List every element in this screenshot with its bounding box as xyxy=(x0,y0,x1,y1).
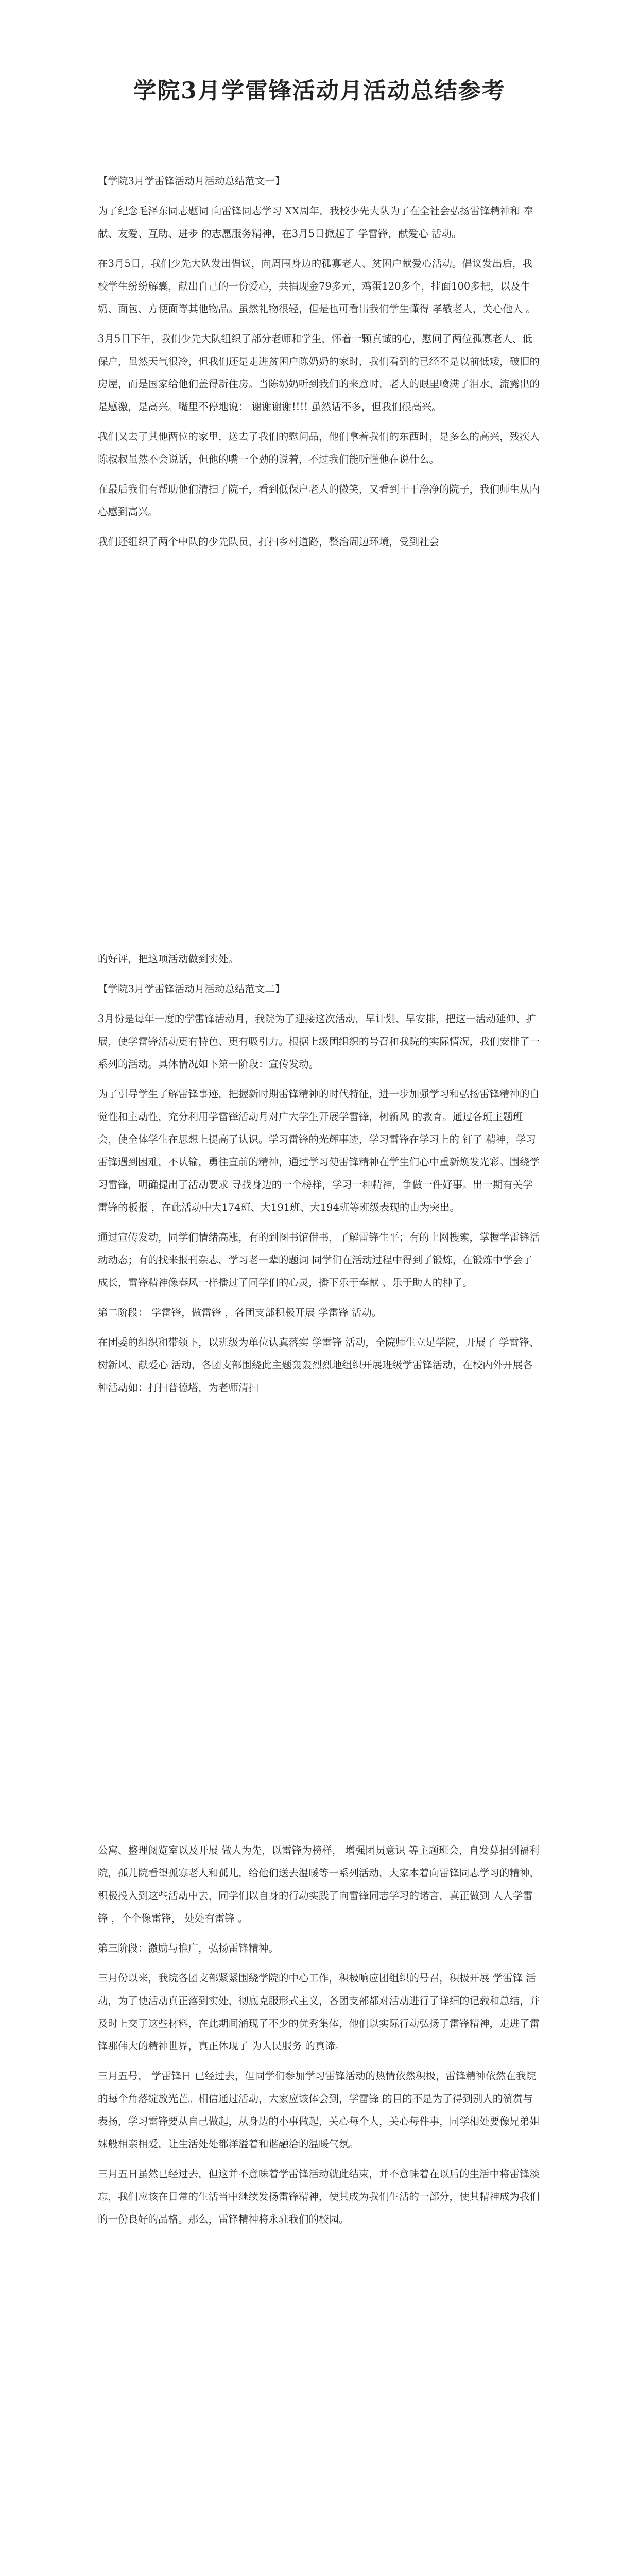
section-part3 xyxy=(98,1839,541,2238)
paragraph: 为了纪念毛泽东同志题词 向雷锋同志学习 XX周年，我校少先大队为了在全社会弘扬雷锋精神和 奉献、友爱、互助、进步 的志愿服务精神，在3月5日掀起了 学雷锋，献爱心 活动。 xyxy=(98,205,533,240)
paragraph: 我们又去了其他两位的家里，送去了我们的慰问品，他们拿着我们的东西时，是多么的高兴，残疾人陈叔叔虽然不会说话，但他的嘴一个劲的说着，不过我们能听懂他在说什么。 xyxy=(98,431,540,465)
section-part2 xyxy=(98,948,541,1406)
paragraph: 3月5日下午，我们少先大队组织了部分老师和学生，怀着一颗真诚的心，慰问了两位孤寡老人、低保户，虽然天气很冷，但我们还是走进贫困户陈奶奶的家时，我们看到的已经不是以前低矮，破旧的房屋，而是国家给他们盖得新住房。当陈奶奶听到我们的来意时，老人的眼里噙满了泪水，流露出的是感激，是高兴。嘴里不停地说： 谢谢谢谢!!!! 虽然话不多，但我们很高兴。 xyxy=(98,333,540,413)
paragraph: 三月份以来，我院各团支部紧紧围绕学院的中心工作，积极响应团组织的号召，积极开展 学雷锋 活动，为了使活动真正落到实处，彻底克服形式主义，各团支部都对活动进行了详细的记载和总结，并及时上交了这些材料，在此期间涌现了不少的优秀集体，他们以实际行动弘扬了雷锋精神，走进了雷锋那伟大的精神世界，真正体现了 为人民服务 的真谛。 xyxy=(98,1972,540,2052)
paragraph: 第三阶段：激励与推广，弘扬雷锋精神。 xyxy=(98,1942,279,1954)
paragraph: 的好评，把这项活动做到实处。 xyxy=(98,953,239,965)
paragraph: 在团委的组织和带领下，以班级为单位认真落实 学雷锋 活动，全院师生立足学院，开展了 学雷锋、树新风、献爱心 活动，各团支部围绕此主题轰轰烈烈地组织开展班级学雷锋活动，在校内外开展各种活动如：打扫普德塔，为老师清扫 xyxy=(98,1336,540,1394)
paragraph: 三月五号， 学雷锋日 已经过去，但同学们参加学习雷锋活动的热情依然积极，雷锋精神依然在我院的每个角落绽放光芒。相信通过活动，大家应该体会到，学雷锋 的目的不是为了得到别人的赞赏与表扬，学习雷锋要从自己做起，从身边的小事做起，关心每个人，关心每件事，同学相处要像兄弟姐妹般相亲相爱，让生活处处都洋溢着和谐融洽的温暖气氛。 xyxy=(98,2070,540,2150)
paragraph: 通过宣传发动，同学们情绪高涨，有的到图书馆借书，了解雷锋生平；有的上网搜索，掌握学雷锋活动动态；有的找来报刊杂志，学习老一辈的题词 同学们在活动过程中得到了锻炼，在锻炼中学会了成长，雷锋精神像春风一样播过了同学们的心灵，播下乐于奉献 、乐于助人的种子。 xyxy=(98,1231,540,1289)
section-part1 xyxy=(98,170,541,561)
paragraph: 第二阶段： 学雷锋，做雷锋 ，各团支部积极开展 学雷锋 活动。 xyxy=(98,1307,382,1318)
paragraph: 三月五日虽然已经过去，但这并不意味着学雷锋活动就此结束，并不意味着在以后的生活中将雷锋淡忘，我们应该在日常的生活当中继续发扬雷锋精神，使其成为我们生活的一部分，使其精神成为我们的一份良好的品格。那么，雷锋精神将永驻我们的校园。 xyxy=(98,2168,540,2225)
paragraph: 我们还组织了两个中队的少先队员，打扫乡村道路，整治周边环境，受到社会 xyxy=(98,536,440,548)
paragraph: 为了引导学生了解雷锋事迹，把握新时期雷锋精神的时代特征，进一步加强学习和弘扬雷锋精神的自觉性和主动性，充分利用学雷锋活动月对广大学生开展学雷锋，树新风 的教育。通过各班主题班会，使全体学生在思想上提高了认识。学习雷锋的光辉事迹，学习雷锋在学习上的 钉子 精神，学习雷锋遇到困难，不认输，勇往直前的精神，通过学习使雷锋精神在学生们心中重新焕发光彩。围绕学习雷锋，明确提出了活动要求 寻找身边的一个榜样，学习一种精神，争做一件好事。出一期有关学雷锋的板报 ，在此活动中大174班、大191班、大194班等班级表现的由为突出。 xyxy=(98,1088,540,1213)
section-heading-2: 【学院3月学雷锋活动月活动总结范文二】 xyxy=(98,983,285,995)
paragraph: 在3月5日，我们少先大队发出倡议，向周围身边的孤寡老人、贫困户献爱心活动。倡议发出后，我校学生纷纷解囊，献出自己的一份爱心，共捐现金79多元，鸡蛋120多个，挂面100多把，以及牛奶、面包、方便面等其他物品。虽然礼物很轻，但是也可看出我们学生懂得 孝敬老人，关心他人 。 xyxy=(98,258,536,315)
paragraph: 3月份是每年一度的学雷锋活动月，我院为了迎接这次活动，早计划、早安排，把这一活动延伸、扩展，使学雷锋活动更有特色、更有吸引力。根据上级团组织的号召和我院的实际情况，我们安排了一系列的活动。具体情况如下第一阶段：宣传发动。 xyxy=(98,1013,540,1070)
paragraph: 公寓、整理阅览室以及开展 做人为先，以雷锋为榜样， 增强团员意识 等主题班会，自发募捐到福利院，孤儿院看望孤寡老人和孤儿，给他们送去温暖等一系列活动，大家本着向雷锋同志学习的精神，积极投入到这些活动中去，同学们以自身的行动实践了向雷锋同志学习的诺言，真正做到 人人学雷锋 ，个个像雷锋， 处处有雷锋 。 xyxy=(98,1844,540,1924)
page-title: 学院3月学雷锋活动月活动总结参考 xyxy=(133,78,506,104)
section-heading-1: 【学院3月学雷锋活动月活动总结范文一】 xyxy=(98,175,285,187)
paragraph: 在最后我们有帮助他们清扫了院子，看到低保户老人的微笑，又看到干干净净的院子，我们师生从内心感到高兴。 xyxy=(98,483,540,518)
